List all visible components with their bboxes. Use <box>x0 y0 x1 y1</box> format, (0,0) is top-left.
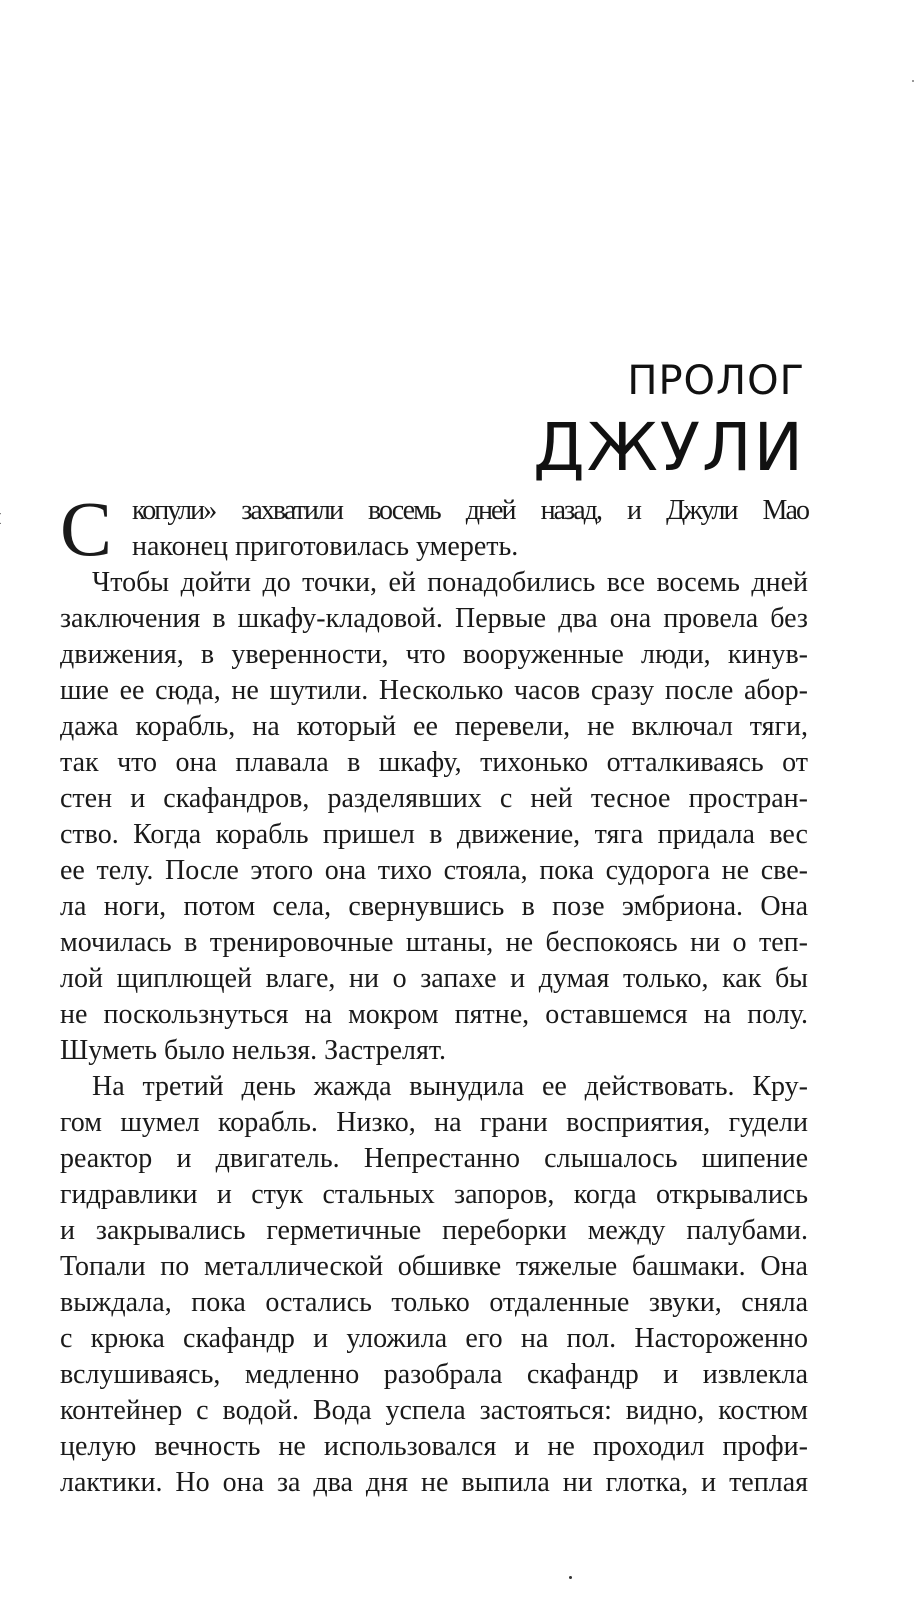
text-line: целую вечность не использовался и не проходил профи- <box>60 1431 808 1462</box>
text-line: На третий день жажда вынудила ее действовать. Кру- <box>92 1071 808 1102</box>
body-text <box>60 485 808 1501</box>
text-line: с крюка скафандр и уложила его на пол. Настороженно <box>60 1323 808 1354</box>
print-speck <box>569 1576 572 1579</box>
opening-line-2: наконец приготовилась умереть. <box>132 531 519 562</box>
text-line: ла ноги, потом села, свернувшись в позе эмбриона. Она <box>60 891 808 922</box>
text-line: мочилась в тренировочные штаны, не беспокоясь ни о теп- <box>60 927 808 958</box>
opening-paragraph <box>60 485 808 572</box>
text-line: лой щиплющей влаге, ни о запахе и думая только, как бы <box>60 963 808 994</box>
text-line: ее телу. После этого она тихо стояла, пока судорога не све- <box>60 855 808 886</box>
text-line: гидравлики и стук стальных запоров, когда открывались <box>60 1179 808 1210</box>
text-line: вслушиваясь, медленно разобрала скафандр и извлекла <box>60 1359 808 1390</box>
opening-line-1: копули» захватили восемь дней назад, и Джули Мао <box>60 493 808 529</box>
print-speck <box>912 80 914 82</box>
text-line: гом шумел корабль. Низко, на грани восприятия, гудели <box>60 1107 808 1138</box>
chapter-title: ДЖУЛИ <box>533 409 805 486</box>
text-line: движения, в уверенности, что вооруженные люди, кинув- <box>60 639 808 670</box>
drop-cap: С <box>60 485 113 572</box>
text-line: контейнер с водой. Вода успела застояться: видно, костюм <box>60 1395 808 1426</box>
paragraph-2 <box>60 565 808 1069</box>
text-line: реактор и двигатель. Непрестанно слышалось шипение <box>60 1143 808 1174</box>
text-line: так что она плавала в шкафу, тихонько отталкиваясь от <box>60 747 808 778</box>
chapter-heading <box>533 356 805 488</box>
text-line: Чтобы дойти до точки, ей понадобились все восемь дней <box>92 567 808 598</box>
text-line: и закрывались герметичные переборки между палубами. <box>60 1215 808 1246</box>
text-line: стен и скафандров, разделявших с ней тесное простран- <box>60 783 808 814</box>
paragraph-3 <box>60 1069 808 1501</box>
text-line: Шуметь было нельзя. Застрелят. <box>60 1035 447 1066</box>
prolog-label: ПРОЛОГ <box>627 358 805 404</box>
text-line: шие ее сюда, не шутили. Несколько часов сразу после абор- <box>60 675 808 706</box>
text-line: лактики. Но она за два дня не выпила ни глотка, и теплая <box>60 1467 808 1498</box>
text-line: выждала, пока остались только отдаленные звуки, сняла <box>60 1287 808 1318</box>
text-line: дажа корабль, на который ее перевели, не включал тяги, <box>60 711 808 742</box>
text-line: ство. Когда корабль пришел в движение, тяга придала вес <box>60 819 808 850</box>
text-line: не поскользнуться на мокром пятне, оставшемся на полу. <box>60 999 808 1030</box>
text-line: заключения в шкафу-кладовой. Первые два она провела без <box>60 603 808 634</box>
text-line: Топали по металлической обшивке тяжелые башмаки. Она <box>60 1251 808 1282</box>
